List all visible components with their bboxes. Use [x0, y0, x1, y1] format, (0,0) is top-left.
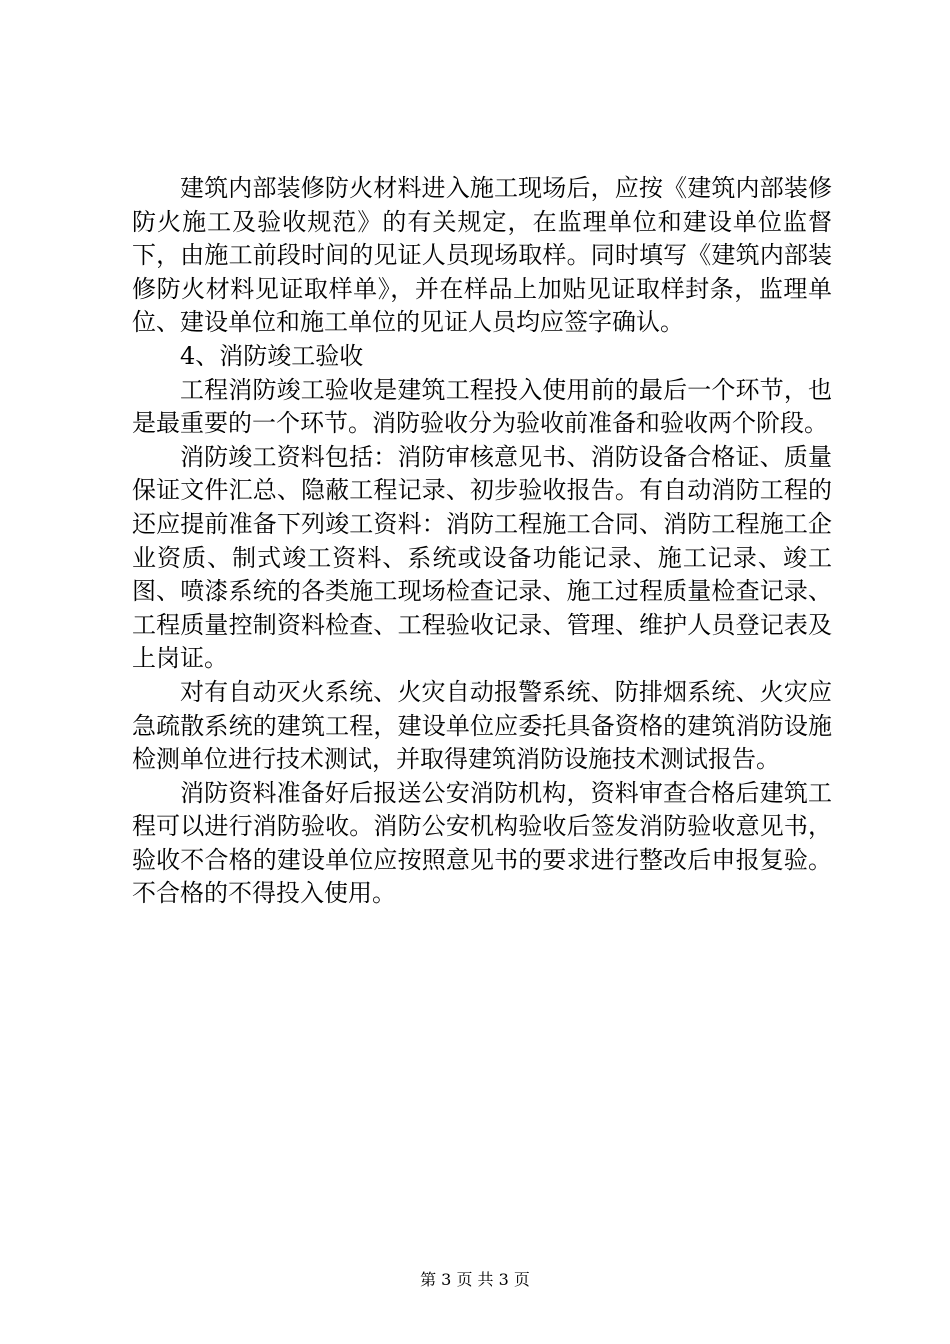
paragraph-completion-documents: 消防竣工资料包括：消防审核意见书、消防设备合格证、质量保证文件汇总、隐蔽工程记录、初步验收报告。有自动消防工程的还应提前准备下列竣工资料：消防工程施工合同、消防工程施工企业资质、制式竣工资料、系统或设备功能记录、施工记录、竣工图、喷漆系统的各类施工现场检查记录、施工过程质量检查记录、工程质量控制资料检查、工程验收记录、管理、维护人员登记表及上岗证。 [132, 442, 832, 673]
paragraph-material-sampling: 建筑内部装修防火材料进入施工现场后，应按《建筑内部装修防火施工及验收规范》的有关规定，在监理单位和建设单位监督下，由施工前段时间的见证人员现场取样。同时填写《建筑内部装修防火材料见证取样单》，并在样品上加贴见证取样封条，监理单位、建设单位和施工单位的见证人员均应签字确认。 [132, 174, 832, 337]
paragraph-submission-review: 消防资料准备好后报送公安消防机构，资料审查合格后建筑工程可以进行消防验收。消防公安机构验收后签发消防验收意见书，验收不合格的建设单位应按照意见书的要求进行整改后申报复验。不合格的不得投入使用。 [132, 778, 832, 908]
paragraph-technical-testing: 对有自动灭火系统、火灾自动报警系统、防排烟系统、火灾应急疏散系统的建筑工程，建设单位应委托具备资格的建筑消防设施检测单位进行技术测试，并取得建筑消防设施技术测试报告。 [132, 677, 832, 774]
paragraph-acceptance-overview: 工程消防竣工验收是建筑工程投入使用前的最后一个环节，也是最重要的一个环节。消防验收分为验收前准备和验收两个阶段。 [132, 375, 832, 438]
section-heading-fire-acceptance: 4、消防竣工验收 [180, 341, 364, 370]
document-body [132, 172, 832, 911]
page-number-footer: 第 3 页 共 3 页 [420, 1270, 530, 1289]
